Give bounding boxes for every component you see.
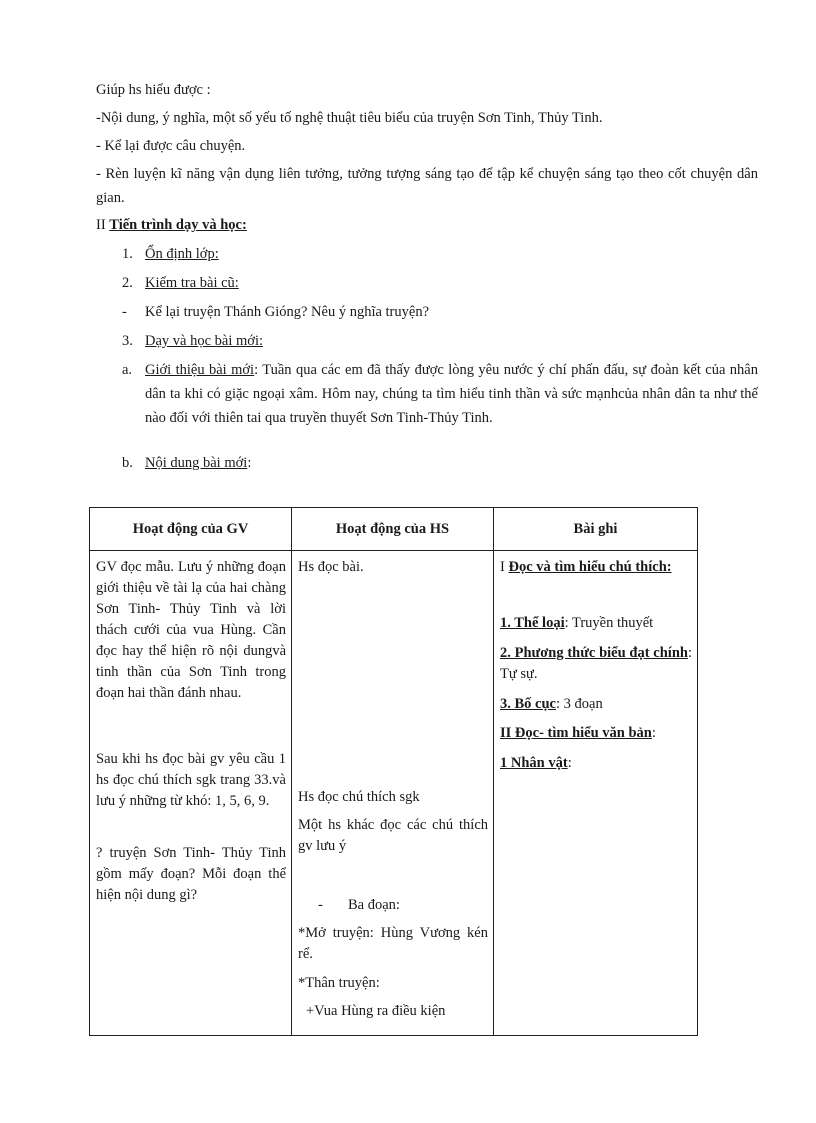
note-section-1-title: Đọc và tìm hiểu chú thích: (508, 559, 672, 575)
note-section-2-colon: : (651, 725, 656, 741)
goal-retell: - Kể lại được câu chuyện. (96, 138, 246, 154)
hs-other-notes: Một hs khác đọc các chú thích gv lưu ý (298, 817, 488, 854)
gv-question: ? truyện Sơn Tinh- Thủy Tinh gồm mấy đoạn? Mỗi đoạn thể hiện nội dung gì? (96, 845, 286, 903)
note-characters-label: 1 Nhân vật (500, 755, 568, 771)
goal-lead: Giúp hs hiểu được : (96, 82, 211, 98)
step-b-colon: : (247, 455, 252, 471)
step-2-dash: - (122, 304, 127, 320)
note-section-2 (500, 723, 692, 744)
note-layout-text: : 3 đoạn (555, 696, 603, 712)
note-layout (500, 694, 692, 715)
note-column (494, 551, 698, 1036)
note-section-1-prefix: I (500, 559, 509, 575)
hs-dash: - (318, 897, 323, 913)
hs-body: *Thân truyện: (298, 975, 380, 991)
header-gv: Hoạt động của GV (90, 508, 292, 551)
hs-read-notes: Hs đọc chú thích sgk (298, 789, 420, 805)
step-2-label: Kiểm tra bài cũ: (145, 275, 239, 291)
step-a-letter: a. (122, 362, 133, 378)
note-mode-label: 2. Phương thức biểu đạt chính (500, 645, 688, 661)
step-b-letter: b. (122, 455, 133, 471)
note-mode-text: : Tự sự. (500, 645, 692, 682)
table-header-row (90, 508, 698, 551)
note-layout-label: 3. Bố cục (500, 696, 556, 712)
step-b-label: Nội dung bài mới (145, 455, 248, 471)
hs-column (292, 551, 494, 1036)
gv-column (90, 551, 292, 1036)
step-1-label: Ổn định lớp: (145, 246, 219, 262)
note-characters (500, 753, 692, 774)
note-genre-text: : Truyền thuyết (564, 615, 654, 631)
note-genre-label: 1. Thể loại (500, 615, 565, 631)
step-2-question: Kể lại truyện Thánh Gióng? Nêu ý nghĩa truyện? (145, 304, 430, 320)
step-1-number: 1. (122, 246, 133, 262)
step-a-paragraph (145, 358, 758, 430)
step-a-label: Giới thiệu bài mới (145, 362, 255, 378)
table-body-row (90, 551, 698, 1036)
hs-three-parts: Ba đoạn: (348, 897, 400, 913)
note-mode (500, 643, 692, 685)
hs-read: Hs đọc bài. (298, 559, 364, 575)
header-hs: Hoạt động của HS (292, 508, 494, 551)
note-genre (500, 613, 692, 634)
step-2-number: 2. (122, 275, 133, 291)
section-prefix: II (96, 217, 110, 233)
section-title: Tiến trình dạy và học: (109, 217, 247, 233)
step-3-label: Dạy và học bài mới: (145, 333, 263, 349)
hs-condition: +Vua Hùng ra điều kiện (306, 1003, 446, 1019)
step-b-paragraph (145, 451, 251, 475)
gv-annotation-note: Sau khi hs đọc bài gv yêu cầu 1 hs đọc chú thích sgk trang 33.và lưu ý những từ khó: 1, 5, 6, 9. (96, 751, 286, 809)
note-characters-colon: : (567, 755, 572, 771)
goal-skills: - Rèn luyện kĩ năng vận dụng liên tưởng, tưởng tượng sáng tạo để tập kể chuyện sáng tạo theo cốt chuyện dân gian. (96, 166, 758, 206)
gv-reading-note: GV đọc mẫu. Lưu ý những đoạn giới thiệu về tài lạ của hai chàng Sơn Tinh- Thủy Tinh và lời thách cưới của vua Hùng. Cần đọc hay thể hiện rõ nội dungvà tinh thần của Sơn Tinh trong đoạn hai thần đánh nhau. (96, 559, 286, 701)
section-heading (96, 213, 247, 237)
header-note: Bài ghi (494, 508, 698, 551)
lesson-table (89, 507, 698, 1036)
goal-content: -Nội dung, ý nghĩa, một số yếu tố nghệ thuật tiêu biểu của truyện Sơn Tinh, Thủy Tinh. (96, 110, 603, 126)
note-section-1 (500, 557, 692, 578)
hs-opening: *Mở truyện: Hùng Vương kén rể. (298, 925, 488, 962)
note-section-2-title: II Đọc- tìm hiểu văn bản (500, 725, 652, 741)
step-3-number: 3. (122, 333, 133, 349)
step-a-text: : Tuần qua các em đã thấy được lòng yêu nước ý chí phấn đấu, sự đoàn kết của nhân dân ta khi có giặc ngoại xâm. Hôm nay, chúng ta tìm hiểu tinh thần và sức mạnhcủa nhân dân ta như thế nào đối với thiên tai qua truyền thuyết Sơn Tinh-Thủy Tinh. (145, 362, 758, 426)
